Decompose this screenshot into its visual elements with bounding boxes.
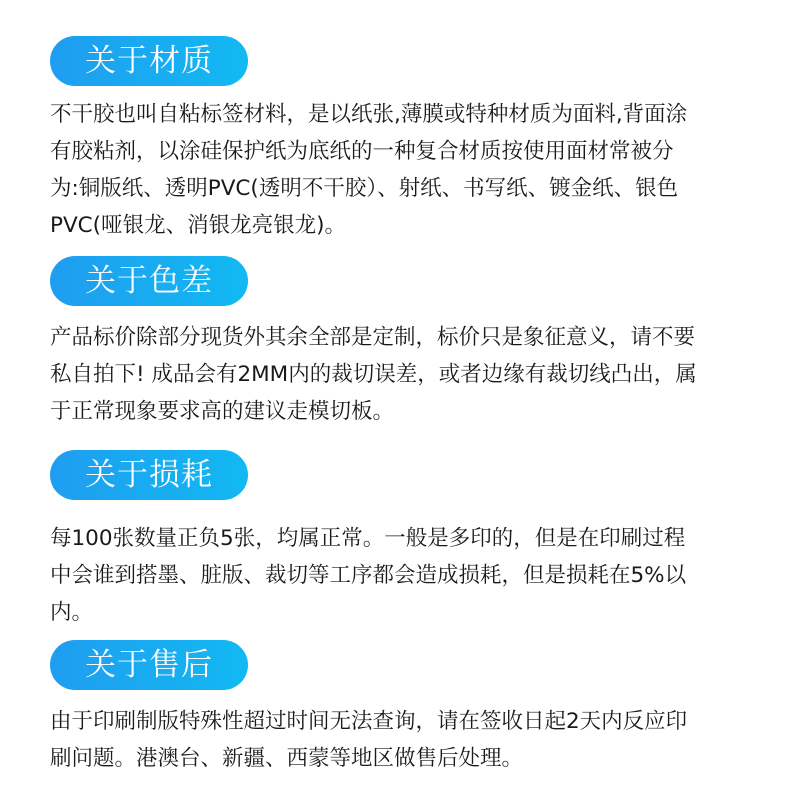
body-line: 于正常现象要求高的建议走模切板。: [50, 399, 395, 424]
section-heading-material: 关于材质: [50, 36, 248, 86]
section-body-after-sales: [50, 703, 760, 777]
body-line: 有胶粘剂，以涂硅保护纸为底纸的一种复合材质按使用面材常被分: [50, 139, 674, 164]
section-body-color-difference: [50, 319, 760, 430]
body-line: 私自拍下! 成品会有2MM内的裁切误差，或者边缘有裁切线凸出，属: [50, 362, 697, 387]
section-heading-wastage: 关于损耗: [50, 450, 248, 500]
body-line: 每100张数量正负5张，均属正常。一般是多印的，但是在印刷过程: [50, 526, 686, 551]
section-body-material: [50, 96, 760, 244]
body-line: 为:铜版纸、透明PVC(透明不干胶）、射纸、书写纸、镀金纸、银色: [50, 176, 679, 201]
body-line: 不干胶也叫自粘标签材料，是以纸张,薄膜或特种材质为面料,背面涂: [50, 102, 688, 127]
body-line: 中会谁到搭墨、脏版、裁切等工序都会造成损耗，但是损耗在5%以: [50, 563, 687, 588]
body-line: 刷问题。港澳台、新疆、西蒙等地区做售后处理。: [50, 746, 524, 771]
section-heading-color-difference: 关于色差: [50, 256, 248, 306]
body-line: 由于印刷制版特殊性超过时间无法查询，请在签收日起2天内反应印: [50, 709, 688, 734]
section-body-wastage: [50, 520, 760, 631]
body-line: PVC(哑银龙、消银龙亮银龙)。: [50, 213, 346, 238]
section-heading-after-sales: 关于售后: [50, 640, 248, 690]
body-line: 产品标价除部分现货外其余全部是定制，标价只是象征意义，请不要: [50, 325, 696, 350]
body-line: 内。: [50, 600, 94, 625]
